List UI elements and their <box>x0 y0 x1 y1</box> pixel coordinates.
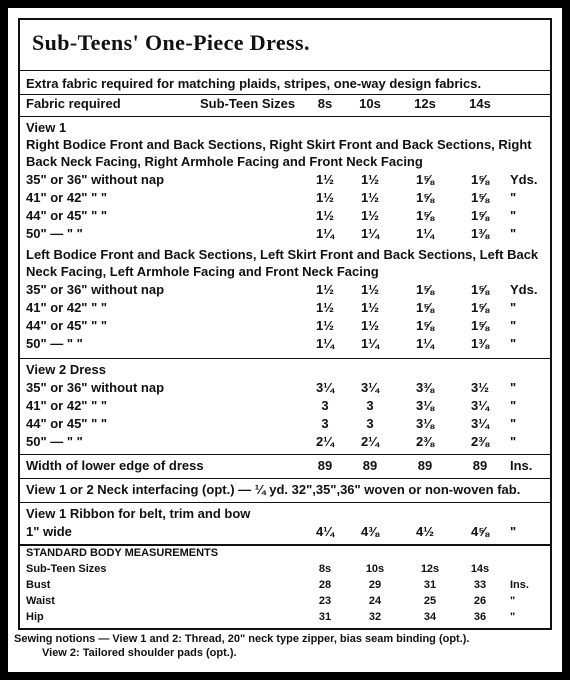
cell: 1½ <box>315 172 335 187</box>
table-row <box>20 398 550 416</box>
unit: " <box>510 524 517 539</box>
cell: 3 <box>366 416 374 431</box>
cell: 1½ <box>360 172 380 187</box>
view2-title: View 2 Dress <box>26 362 106 377</box>
cell: 1½ <box>315 300 335 315</box>
unit <box>510 627 548 630</box>
divider <box>20 544 550 546</box>
cell: 1⅝ <box>415 282 435 297</box>
row-label: 50" — " " <box>26 434 83 449</box>
cell: 1¼ <box>360 226 380 241</box>
header-size: 12s <box>414 96 436 111</box>
divider <box>20 70 550 71</box>
body-row <box>20 563 550 578</box>
body-row <box>20 627 550 630</box>
table-row <box>20 190 550 208</box>
cell: 25 <box>423 595 437 607</box>
row-label: Hip <box>26 611 44 623</box>
cell: 34 <box>423 611 437 623</box>
table-row <box>20 208 550 226</box>
sewing-notions <box>14 632 554 660</box>
row-label: 44" or 45" " " <box>26 208 108 223</box>
cell: 32 <box>368 611 382 623</box>
cell: 1½ <box>360 190 380 205</box>
divider <box>20 478 550 479</box>
view1b-description: Left Bodice Front and Back Sections, Left Skirt Front and Back Sections, Left Back Neck Facing, Left Armhole Facing and Front Neck Facing <box>26 247 539 279</box>
cell: 12s <box>420 563 440 575</box>
cell: 89 <box>317 458 333 473</box>
cell: 36 <box>473 611 487 623</box>
unit: " <box>510 416 517 431</box>
table-row <box>20 380 550 398</box>
unit: " <box>510 595 516 607</box>
cell <box>460 627 500 630</box>
cell: 1¼ <box>415 226 435 241</box>
row-label: 41" or 42" " " <box>26 300 108 315</box>
cell <box>305 627 345 630</box>
unit: " <box>510 398 517 413</box>
header-size: 8s <box>317 96 333 111</box>
cell: 1⅝ <box>415 300 435 315</box>
cell: 1½ <box>360 282 380 297</box>
cell: 31 <box>423 579 437 591</box>
body-row <box>20 611 550 626</box>
row-label: 35" or 36" without nap <box>26 282 165 297</box>
page-frame <box>8 8 562 672</box>
cell: 1½ <box>315 318 335 333</box>
divider <box>20 94 550 95</box>
notions-line-1: Sewing notions — View 1 and 2: Thread, 20" neck type zipper, bias seam binding (opt.). <box>14 633 470 645</box>
cell: 23 <box>318 595 332 607</box>
cell: 3¼ <box>360 380 380 395</box>
cell: 26 <box>473 595 487 607</box>
cell: 1⅝ <box>470 190 490 205</box>
interfacing-text: View 1 or 2 Neck interfacing (opt.) — ¼ yd. 32",35",36" woven or non-woven fab. <box>26 482 521 497</box>
fabric-note: Extra fabric required for matching plaids, stripes, one-way design fabrics. <box>26 76 482 91</box>
notions-line-2: View 2: Tailored shoulder pads (opt.). <box>42 647 237 659</box>
unit: " <box>510 226 517 241</box>
cell: 10s <box>365 563 385 575</box>
cell: 2⅜ <box>470 434 490 449</box>
pattern-chart <box>18 18 552 630</box>
cell: 28 <box>318 579 332 591</box>
divider <box>20 502 550 503</box>
header-row <box>20 96 550 114</box>
row-label: 44" or 45" " " <box>26 416 108 431</box>
cell: 3½ <box>470 380 490 395</box>
body-title-row <box>20 547 550 562</box>
cell: 2¼ <box>360 434 380 449</box>
cell: 33 <box>473 579 487 591</box>
cell: 1½ <box>315 190 335 205</box>
unit: Yds. <box>510 172 538 187</box>
row-label: 1" wide <box>26 524 72 539</box>
header-fabric-label: Fabric required <box>26 96 121 111</box>
cell: 1⅝ <box>470 208 490 223</box>
ribbon-row <box>20 524 550 542</box>
page-title: Sub-Teens' One-Piece Dress. <box>32 30 310 55</box>
table-row <box>20 282 550 300</box>
row-label: 35" or 36" without nap <box>26 380 165 395</box>
row-label <box>26 627 203 630</box>
header-size: 14s <box>469 96 491 111</box>
cell: 24 <box>368 595 382 607</box>
cell: 1½ <box>360 300 380 315</box>
cell: 1⅝ <box>470 282 490 297</box>
cell: 3¼ <box>470 416 490 431</box>
cell: 3 <box>321 416 329 431</box>
cell: 4¼ <box>315 524 335 539</box>
cell: 4½ <box>415 524 435 539</box>
interfacing-row <box>20 482 550 500</box>
cell: 1½ <box>360 208 380 223</box>
cell: 89 <box>362 458 378 473</box>
unit: " <box>510 434 517 449</box>
cell <box>355 627 395 630</box>
row-label: Waist <box>26 595 55 607</box>
table-row <box>20 416 550 434</box>
divider <box>20 358 550 359</box>
row-label: Width of lower edge of dress <box>26 458 204 473</box>
cell: 1⅝ <box>470 300 490 315</box>
cell: 1⅜ <box>470 226 490 241</box>
unit: Yds. <box>510 282 538 297</box>
body-row <box>20 579 550 594</box>
cell: 1¼ <box>315 226 335 241</box>
cell <box>410 627 450 630</box>
cell: 1¼ <box>315 336 335 351</box>
unit: Ins. <box>510 579 529 591</box>
cell: 31 <box>318 611 332 623</box>
cell: 1⅝ <box>415 190 435 205</box>
divider <box>20 454 550 455</box>
unit: " <box>510 318 517 333</box>
cell: 1⅝ <box>470 318 490 333</box>
cell: 1¼ <box>360 336 380 351</box>
view2-title-row <box>20 362 550 380</box>
table-row <box>20 172 550 190</box>
cell: 1⅜ <box>470 336 490 351</box>
unit: " <box>510 190 517 205</box>
view1a-description: Right Bodice Front and Back Sections, Right Skirt Front and Back Sections, Right Back Neck Facing, Right Armhole Facing and Front Neck Facing <box>26 137 532 169</box>
cell: 8s <box>318 563 332 575</box>
cell: 3⅜ <box>415 380 435 395</box>
cell: 1½ <box>315 282 335 297</box>
cell: 3 <box>321 398 329 413</box>
body-row <box>20 595 550 610</box>
cell: 1⅝ <box>415 172 435 187</box>
table-row <box>20 300 550 318</box>
unit: " <box>510 611 516 623</box>
cell: 1⅝ <box>415 208 435 223</box>
cell: 14s <box>470 563 490 575</box>
cell: 1½ <box>360 318 380 333</box>
row-label: 35" or 36" without nap <box>26 172 165 187</box>
unit: " <box>510 336 517 351</box>
cell: 3 <box>366 398 374 413</box>
divider <box>20 116 550 117</box>
cell: 2¼ <box>315 434 335 449</box>
row-label: 50" — " " <box>26 336 83 351</box>
cell: 1¼ <box>415 336 435 351</box>
cell: 89 <box>417 458 433 473</box>
unit: " <box>510 208 517 223</box>
cell: 4⅝ <box>470 524 490 539</box>
cell: 1⅝ <box>470 172 490 187</box>
unit: " <box>510 300 517 315</box>
row-label: 41" or 42" " " <box>26 190 108 205</box>
table-row <box>20 336 550 354</box>
header-size: 10s <box>359 96 381 111</box>
header-sizes-label: Sub-Teen Sizes <box>200 96 296 111</box>
ribbon-title: View 1 Ribbon for belt, trim and bow <box>26 506 251 521</box>
cell: 3⅛ <box>415 398 435 413</box>
unit: Ins. <box>510 458 533 473</box>
cell: 3¼ <box>470 398 490 413</box>
cell: 3¼ <box>315 380 335 395</box>
row-label: 41" or 42" " " <box>26 398 108 413</box>
table-row <box>20 318 550 336</box>
cell: 29 <box>368 579 382 591</box>
row-label: Sub-Teen Sizes <box>26 563 107 575</box>
view1-title: View 1 <box>26 120 67 135</box>
row-label: 50" — " " <box>26 226 83 241</box>
unit: " <box>510 380 517 395</box>
row-label: Bust <box>26 579 51 591</box>
table-row <box>20 434 550 452</box>
cell: 3⅛ <box>415 416 435 431</box>
cell: 2⅜ <box>415 434 435 449</box>
body-measurements-title: STANDARD BODY MEASUREMENTS <box>26 547 219 559</box>
cell: 89 <box>472 458 488 473</box>
row-label: 44" or 45" " " <box>26 318 108 333</box>
table-row <box>20 226 550 244</box>
ribbon-title-row <box>20 506 550 524</box>
cell: 4⅜ <box>360 524 380 539</box>
width-row <box>20 458 550 476</box>
cell: 1⅝ <box>415 318 435 333</box>
cell: 1½ <box>315 208 335 223</box>
